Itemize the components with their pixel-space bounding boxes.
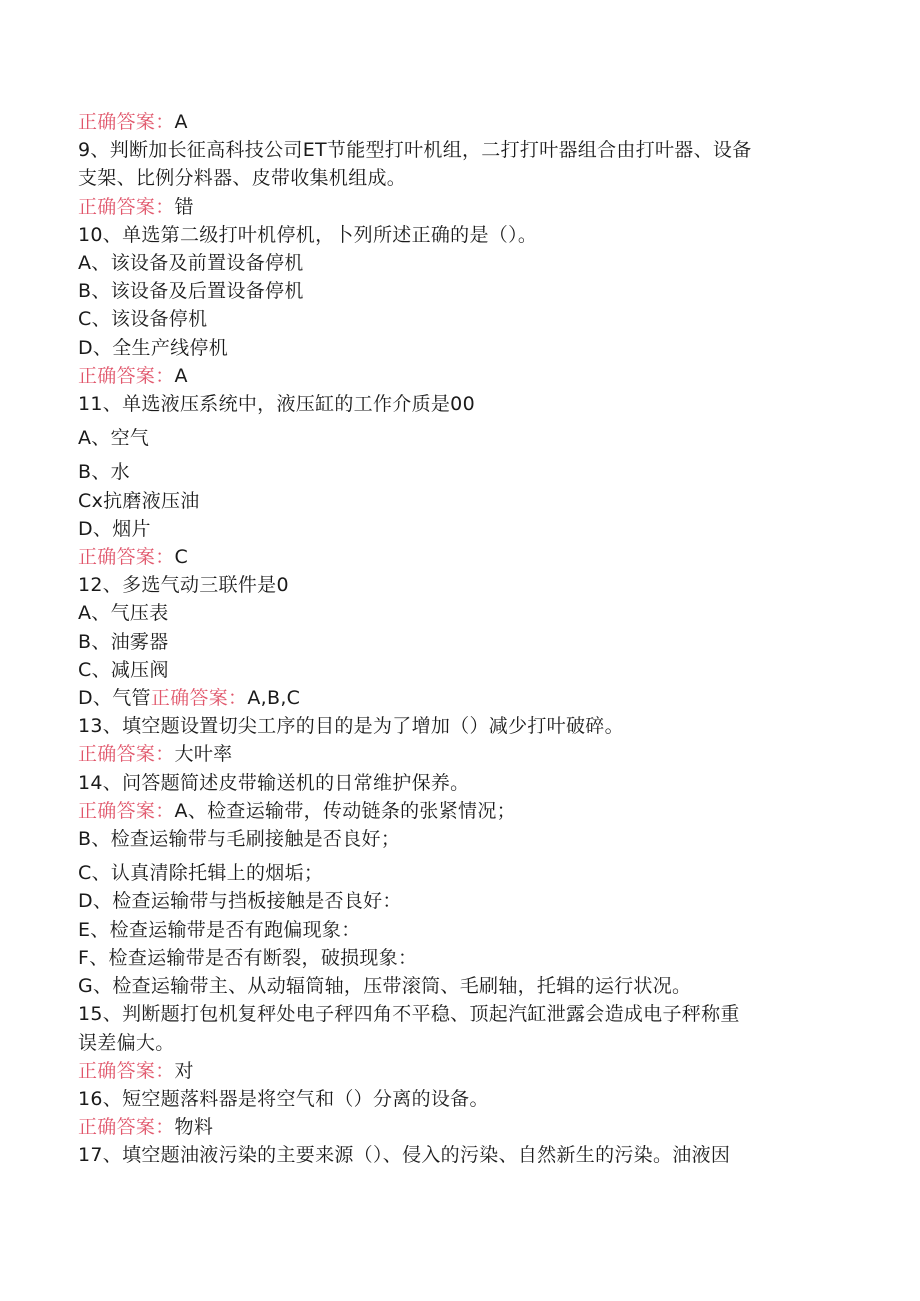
answer-line bbox=[78, 362, 858, 390]
answer-line bbox=[78, 1057, 858, 1085]
question-12: 12、多选气动三联件是0 bbox=[78, 574, 289, 597]
answer-item-e: E、检查运输带是否有跑偏现象： bbox=[78, 918, 361, 941]
answer-line bbox=[78, 797, 858, 825]
answer-label: 正确答案： bbox=[78, 1116, 175, 1139]
answer-line bbox=[78, 1113, 858, 1141]
answer-label: 正确答案： bbox=[78, 195, 175, 218]
question-9-cont: 支架、比例分料器、皮带收集机组成。 bbox=[78, 167, 407, 190]
answer-label: 正确答案： bbox=[78, 1059, 175, 1082]
answer-value: A、检查运输带，传动链条的张紧情况； bbox=[174, 799, 516, 822]
answer-value: 大叶率 bbox=[174, 743, 233, 766]
answer-label: 正确答案： bbox=[78, 546, 175, 569]
question-10: 10、单选第二级打叶机停机，卜列所述正确的是（）。 bbox=[78, 223, 538, 246]
question-13: 13、填空题设置切尖工序的目的是为了增加（）减少打叶破碎。 bbox=[78, 715, 624, 738]
answer-label: 正确答案： bbox=[150, 687, 248, 710]
answer-item-c: C、认真清除托辑上的烟垢； bbox=[78, 862, 324, 885]
option-d: D、气管 bbox=[78, 687, 151, 710]
answer-item-d: D、检查运输带与挡板接触是否良好： bbox=[78, 890, 402, 913]
option-d: D、全生产线停机 bbox=[78, 336, 229, 359]
answer-label: 正确答案： bbox=[78, 111, 175, 133]
question-17: 17、填空题油液污染的主要来源（）、侵入的污染、自然新生的污染。油液因 bbox=[78, 1144, 731, 1167]
answer-label: 正确答案： bbox=[78, 743, 175, 766]
answer-line bbox=[78, 108, 858, 136]
answer-value: A,B,C bbox=[247, 687, 301, 710]
option-c: C、该设备停机 bbox=[78, 308, 208, 331]
answer-line bbox=[78, 740, 858, 768]
question-15: 15、判断题打包机复秤处电子秤四角不平稳、顶起汽缸泄露会造成电子秤称重 bbox=[78, 1003, 740, 1026]
question-15-cont: 误差偏大。 bbox=[78, 1031, 175, 1054]
question-14: 14、问答题简述皮带输送机的日常维护保养。 bbox=[78, 771, 470, 794]
answer-value: A bbox=[174, 364, 188, 387]
option-c: C、减压阀 bbox=[78, 658, 169, 681]
answer-value: C bbox=[174, 546, 189, 569]
answer-item-g: G、检查运输带主、从动辐筒轴，压带滚筒、毛刷轴，托辑的运行状况。 bbox=[78, 975, 692, 998]
answer-value: 错 bbox=[174, 195, 194, 218]
option-b: B、该设备及后置设备停机 bbox=[78, 280, 304, 303]
answer-value: 物料 bbox=[174, 1116, 214, 1139]
answer-label: 正确答案： bbox=[78, 799, 175, 822]
document-page bbox=[78, 108, 858, 1170]
option-d-with-answer bbox=[78, 684, 858, 712]
option-a: A、气压表 bbox=[78, 602, 169, 625]
answer-label: 正确答案： bbox=[78, 364, 175, 387]
answer-line bbox=[78, 193, 858, 221]
answer-item-b: B、检查运输带与毛刷接触是否良好； bbox=[78, 828, 401, 851]
option-b: B、水 bbox=[78, 461, 130, 484]
option-d: D、烟片 bbox=[78, 517, 151, 540]
question-9: 9、判断加长征高科技公司ET节能型打叶机组，二打打叶器组合由打叶器、设备 bbox=[78, 139, 752, 162]
answer-line bbox=[78, 543, 858, 571]
option-c: Cx抗磨液压油 bbox=[78, 489, 200, 512]
option-b: B、油雾器 bbox=[78, 630, 169, 653]
question-16: 16、短空题落料器是将空气和（）分离的设备。 bbox=[78, 1087, 489, 1110]
question-11: 11、单选液压系统中，液压缸的工作介质是00 bbox=[78, 393, 475, 416]
answer-value: 对 bbox=[174, 1059, 194, 1082]
option-a: A、该设备及前置设备停机 bbox=[78, 252, 304, 275]
option-a: A、空气 bbox=[78, 427, 150, 450]
answer-item-f: F、检查运输带是否有断裂，破损现象： bbox=[78, 946, 418, 969]
answer-value: A bbox=[174, 111, 188, 133]
